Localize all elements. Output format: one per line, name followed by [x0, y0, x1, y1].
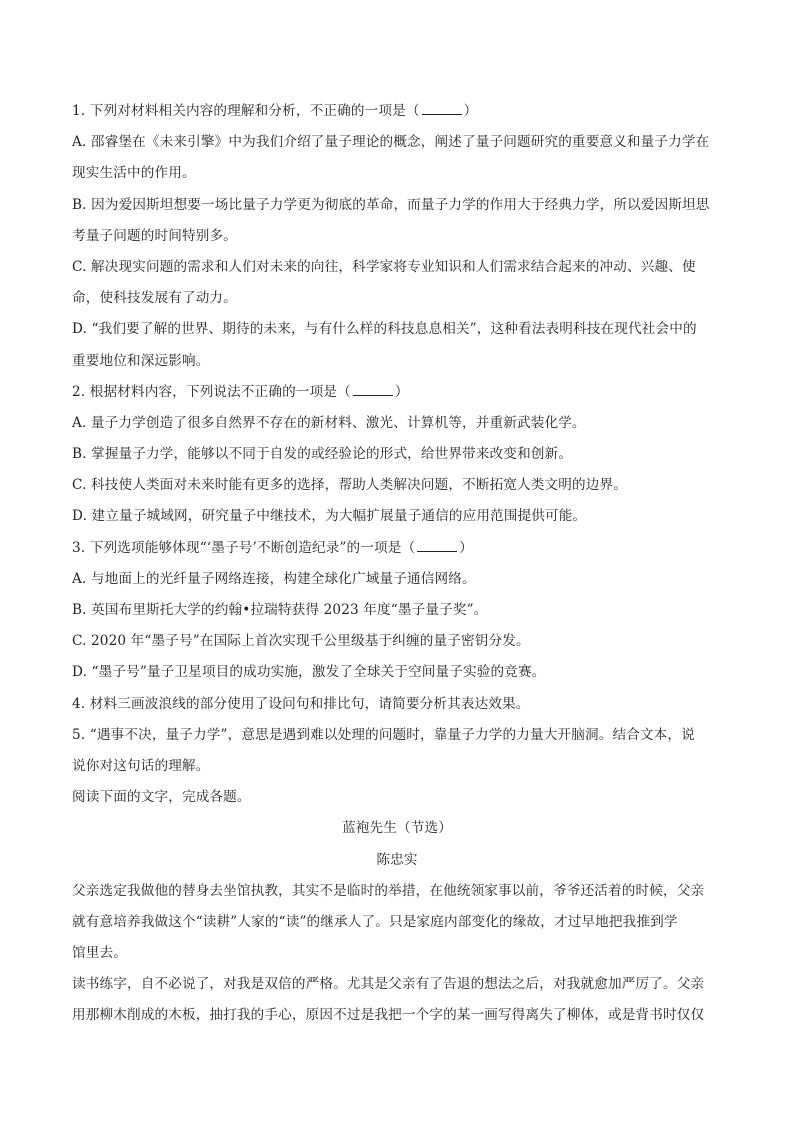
passage-title: 蓝袍先生（节选） — [342, 820, 452, 837]
passage-author: 陈忠实 — [376, 851, 418, 868]
question-1-option-a: A. 邵睿堡在《未来引擎》中为我们介绍了量子理论的概念，阐述了量子问题研究的重要意义和量子力学在 — [72, 134, 710, 151]
answer-blank — [422, 103, 462, 115]
answer-blank — [353, 384, 393, 396]
question-1-option-c: C. 解决现实问题的需求和人们对未来的向往，科学家将专业知识和人们需求结合起来的冲动、兴趣、使 — [72, 258, 696, 275]
question-3-stem-text: 3. 下列选项能够体现“‘墨子号’不断创造纪录”的一项是（ — [72, 539, 416, 556]
passage-paragraph-2-cont: 用那柳木削成的木板，抽打我的手心，原因不过是我把一个字的某一画写得离失了柳体，或是背书时仅仅 — [72, 1007, 705, 1024]
answer-blank — [417, 540, 457, 552]
question-1-option-b-cont: 考量子问题的时间特别多。 — [72, 227, 237, 244]
question-1-stem — [72, 96, 722, 127]
question-3-option-a: A. 与地面上的光纤量子网络连接，构建全球化广域量子通信网络。 — [72, 570, 476, 587]
passage-paragraph-1: 父亲选定我做他的替身去坐馆执教，其实不是临时的举措，在他统领家事以前，爷爷还活着的时候，父亲 — [72, 882, 705, 899]
question-2-option-a: A. 量子力学创造了很多自然界不存在的新材料、激光、计算机等，并重新武装化学。 — [72, 414, 586, 431]
question-1-stem-close: ） — [463, 103, 478, 119]
question-2-stem-text: 2. 根据材料内容，下列说法不正确的一项是（ — [72, 383, 351, 400]
question-2-stem — [72, 377, 722, 408]
question-2-option-c: C. 科技使人类面对未来时能有更多的选择，帮助人类解决问题，不断拓宽人类文明的边界。 — [72, 477, 628, 494]
question-3-option-d: D. “墨子号”量子卫星项目的成功实施，激发了全球关于空间量子实验的竞赛。 — [72, 664, 546, 681]
question-3-option-b: B. 英国布里斯托大学的约翰•拉瑞特获得 2023 年度“墨子量子奖”。 — [72, 602, 488, 618]
question-3-stem — [72, 533, 722, 564]
question-2-option-d: D. 建立量子城域网，研究量子中继技术，为大幅扩展量子通信的应用范围提供可能。 — [72, 508, 587, 525]
question-2-option-b: B. 掌握量子力学，能够以不同于自发的或经验论的形式，给世界带来改变和创新。 — [72, 446, 573, 463]
question-3-stem-close: ） — [459, 539, 473, 556]
reading-instruction: 阅读下面的文字，完成各题。 — [72, 789, 251, 806]
question-1-stem-text: 1. 下列对材料相关内容的理解和分析，不正确的一项是（ — [72, 103, 420, 119]
question-1-option-d: D. “我们要了解的世界、期待的未来，与有什么样的科技息息相关”，这种看法表明科技在现代社会中的 — [72, 321, 697, 338]
passage-paragraph-1-cont: 就有意培养我做这个“读耕”人家的“读”的继承人了。只是家庭内部变化的缘故，才过早地把我推到学 — [72, 913, 678, 930]
question-1-option-c-cont: 命，使科技发展有了动力。 — [72, 290, 237, 307]
question-4: 4. 材料三画波浪线的部分使用了设问句和排比句，请简要分析其表达效果。 — [72, 695, 530, 712]
question-1-option-a-cont: 现实生活中的作用。 — [72, 165, 196, 182]
passage-paragraph-1-end: 馆里去。 — [72, 945, 127, 962]
passage-paragraph-2: 读书练字，自不必说了，对我是双倍的严格。尤其是父亲有了告退的想法之后，对我就愈加严厉了。父亲 — [72, 976, 705, 993]
question-5: 5. “遇事不决，量子力学”，意思是遇到难以处理的问题时，靠量子力学的力量大开脑洞。结合文本，说 — [72, 726, 695, 743]
question-2-stem-close: ） — [394, 383, 409, 400]
question-1-option-d-cont: 重要地位和深远影响。 — [72, 352, 210, 369]
question-1-option-b: B. 因为爱因斯坦想要一场比量子力学更为彻底的革命，而量子力学的作用大于经典力学，所以爱因斯坦思 — [72, 196, 710, 213]
question-3-option-c: C. 2020 年“墨子号”在国际上首次实现千公里级基于纠缠的量子密钥分发。 — [72, 633, 530, 650]
document-page — [72, 96, 722, 1032]
question-5-cont: 说你对这句话的理解。 — [72, 757, 210, 774]
